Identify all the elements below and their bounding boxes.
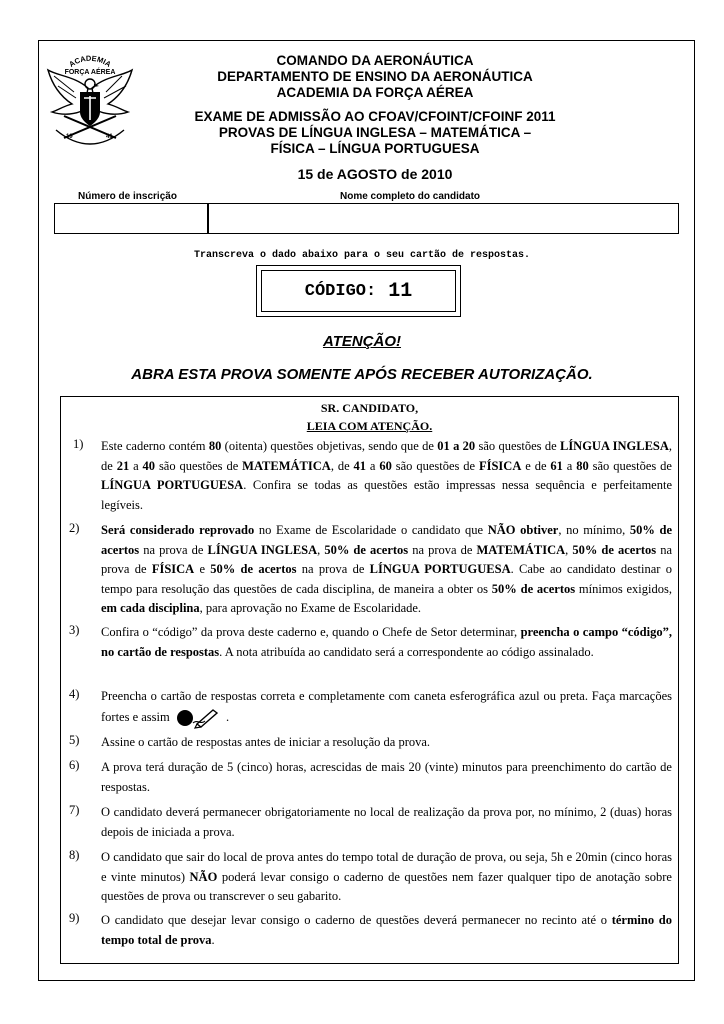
instruction-text xyxy=(101,803,672,842)
instruction-text-run: , xyxy=(565,542,573,557)
instruction-text-run: são questões de xyxy=(391,458,479,473)
instruction-text xyxy=(101,623,672,662)
instruction-text-run: 01 a 20 xyxy=(437,439,476,453)
instruction-text-run: 50% de acertos xyxy=(210,562,297,576)
instruction-text-run: 50% de acertos xyxy=(101,523,672,557)
instruction-text-run: . xyxy=(211,932,215,947)
emblem-year-right: 41 xyxy=(106,134,113,140)
code-box xyxy=(256,265,461,317)
instruction-text xyxy=(101,911,672,950)
instruction-text-run: no Exame de Escolaridade o candidato que xyxy=(254,523,488,537)
instructions-box xyxy=(60,396,679,964)
registration-field[interactable] xyxy=(55,204,207,233)
instruction-text-run: a xyxy=(129,458,143,473)
instruction-text-run: O candidato que sair do local de prova antes do tempo total de duração de prova, ou seja, 5h e 20min (cinco horas e vinte minutos) xyxy=(101,850,672,884)
instruction-text-run: e xyxy=(194,562,211,576)
exam-subjects-line2: FÍSICA – LÍNGUA PORTUGUESA xyxy=(270,141,480,156)
read-carefully: LEIA COM ATENÇÃO. xyxy=(306,419,433,433)
instruction-text-run: FÍSICA xyxy=(478,458,522,473)
instruction-text-run: Preencha o cartão de respostas correta e completamente com caneta esferográfica azul ou preta. Faça marcações fortes e assim xyxy=(101,689,672,724)
instruction-number: 5) xyxy=(69,733,80,747)
instruction-text-run: . Confira se todas as questões estão impressas nessa sequência e perfeitamente legíveis. xyxy=(101,478,672,512)
instruction-text-run: , para aprovação no Exame de Escolaridade. xyxy=(199,601,422,615)
instruction-text-run: poderá levar consigo o caderno de questões nem fazer qualquer tipo de anotação sobre questões de prova ou transcrever o seu gabarito. xyxy=(101,869,672,903)
instruction-text-run: são questões de xyxy=(155,458,243,473)
instruction-text-run: . xyxy=(222,709,230,724)
attention-title: ATENÇÃO! xyxy=(322,333,402,350)
instruction-text xyxy=(101,521,672,619)
instruction-text-run: Assine o cartão de respostas antes de iniciar a resolução da prova. xyxy=(101,735,431,749)
instruction-text xyxy=(101,733,672,753)
instruction-text-run: Este caderno contém xyxy=(101,439,209,453)
instruction-text-run: preencha o campo “código”, no cartão de respostas xyxy=(101,625,672,659)
instruction-number: 7) xyxy=(69,803,80,817)
instruction-text xyxy=(101,758,672,797)
command-title: COMANDO DA AERONÁUTICA xyxy=(276,53,474,68)
instruction-text-run: O candidato deverá permanecer obrigatoriamente no local de realização da prova por, no mínimo, 2 (duas) horas depois de iniciada a prova. xyxy=(101,805,672,839)
instruction-text-run: mínimos exigidos, xyxy=(575,581,672,596)
salutation: SR. CANDIDATO, xyxy=(320,401,419,415)
instruction-text-run: A prova terá duração de 5 (cinco) horas, acrescidas de mais 20 (vinte) minutos para preenchimento do cartão de respostas. xyxy=(101,760,672,794)
exam-date: 15 de AGOSTO de 2010 xyxy=(297,166,453,182)
eagle-emblem-icon xyxy=(44,46,136,152)
instruction-text-run: , no mínimo, xyxy=(558,523,630,537)
name-label: Nome completo do candidato xyxy=(340,191,481,202)
instruction-text-run: 40 xyxy=(142,458,156,473)
instruction-text-run: término do tempo total de prova xyxy=(101,913,672,947)
instruction-text-run: na prova de xyxy=(296,562,370,576)
department-title: DEPARTAMENTO DE ENSINO DA AERONÁUTICA xyxy=(217,69,533,84)
instruction-text xyxy=(101,848,672,907)
emblem-middle-text: FORÇA AÉREA xyxy=(64,69,116,76)
instruction-text-run: LÍNGUA PORTUGUESA xyxy=(101,478,244,492)
candidate-info-box xyxy=(54,203,679,234)
instruction-text xyxy=(101,437,672,515)
instruction-text-run: 21 xyxy=(116,458,130,473)
instruction-text-run: a xyxy=(562,458,577,473)
instruction-text-run: 60 xyxy=(379,458,392,473)
pen-marking-example-icon xyxy=(173,709,223,723)
instruction-text-run: LÍNGUA PORTUGUESA xyxy=(369,562,511,576)
instruction-number: 8) xyxy=(69,848,80,862)
academy-emblem xyxy=(44,46,136,152)
instruction-text-run: na prova de xyxy=(139,542,208,557)
instruction-text-run: Confira o “código” da prova deste caderno e, quando o Chefe de Setor determinar, xyxy=(101,625,521,639)
instruction-text-run: 61 xyxy=(550,458,563,473)
code-label: CÓDIGO: xyxy=(304,281,377,301)
instruction-text-run: LÍNGUA INGLESA xyxy=(559,439,669,453)
instruction-text-run: NÃO xyxy=(189,869,218,884)
instruction-text-run: LÍNGUA INGLESA xyxy=(207,542,318,557)
instruction-text-run: . A nota atribuída ao candidato será a correspondente ao código assinalado. xyxy=(219,644,594,659)
instruction-number: 4) xyxy=(69,687,80,701)
instruction-text-run: na prova de xyxy=(408,542,477,557)
instruction-number: 1) xyxy=(73,437,84,451)
instruction-text-run: em cada disciplina xyxy=(101,601,200,615)
attention-message: ABRA ESTA PROVA SOMENTE APÓS RECEBER AUTORIZAÇÃO. xyxy=(131,366,593,383)
instruction-text-run: , de xyxy=(101,439,673,473)
instruction-number: 2) xyxy=(69,521,80,535)
instruction-text-run: NÃO obtiver xyxy=(487,523,559,537)
instruction-number: 3) xyxy=(69,623,80,637)
instruction-text-run: e de xyxy=(521,458,551,473)
code-value: 11 xyxy=(388,279,413,303)
instruction-text-run: MATEMÁTICA xyxy=(476,542,566,557)
instruction-text-run: Será considerado reprovado xyxy=(101,523,255,537)
instruction-text-run: são questões de xyxy=(588,458,672,473)
instruction-text-run: . Cabe ao candidato destinar o tempo para resolução das questões de cada disciplina, de maneira a obter os xyxy=(101,562,672,596)
instruction-text-run: 50% de acertos xyxy=(324,542,409,557)
instruction-text-run: 80 xyxy=(576,458,589,473)
instruction-text-run: O candidato que desejar levar consigo o caderno de questões deverá permanecer no recinto até o xyxy=(101,913,612,927)
instruction-text-run: (oitenta) questões objetivas, sendo que de xyxy=(221,439,438,453)
instruction-text-run: 50% de acertos xyxy=(491,581,576,596)
instruction-text-run: 41 xyxy=(353,458,367,473)
emblem-top-text: ACADEMIA xyxy=(67,53,113,69)
instruction-number: 9) xyxy=(69,911,80,925)
instruction-text-run: são questões de xyxy=(475,439,560,453)
instruction-text-run: na prova de xyxy=(101,542,673,576)
transcribe-note: Transcreva o dado abaixo para o seu cartão de respostas. xyxy=(193,250,531,261)
academy-title: ACADEMIA DA FORÇA AÉREA xyxy=(276,85,474,100)
instruction-text-run: 50% de acertos xyxy=(572,542,657,557)
instruction-text-run: FÍSICA xyxy=(151,562,195,576)
emblem-year-left: 19 xyxy=(66,134,73,140)
instruction-text-run: , de xyxy=(330,458,354,473)
instruction-text-run: 80 xyxy=(208,439,222,453)
instruction-text xyxy=(101,687,672,729)
instruction-text-run: MATEMÁTICA xyxy=(242,458,331,473)
registration-label: Número de inscrição xyxy=(78,191,177,202)
exam-subjects-line1: PROVAS DE LÍNGUA INGLESA – MATEMÁTICA – xyxy=(218,125,532,140)
svg-text:ACADEMIA xyxy=(67,54,113,70)
exam-title: EXAME DE ADMISSÃO AO CFOAV/CFOINT/CFOINF 2011 xyxy=(194,109,556,124)
instruction-number: 6) xyxy=(69,758,80,772)
full-name-field[interactable] xyxy=(209,204,678,233)
instruction-text-run: , xyxy=(317,542,325,557)
instruction-text-run: a xyxy=(366,458,380,473)
